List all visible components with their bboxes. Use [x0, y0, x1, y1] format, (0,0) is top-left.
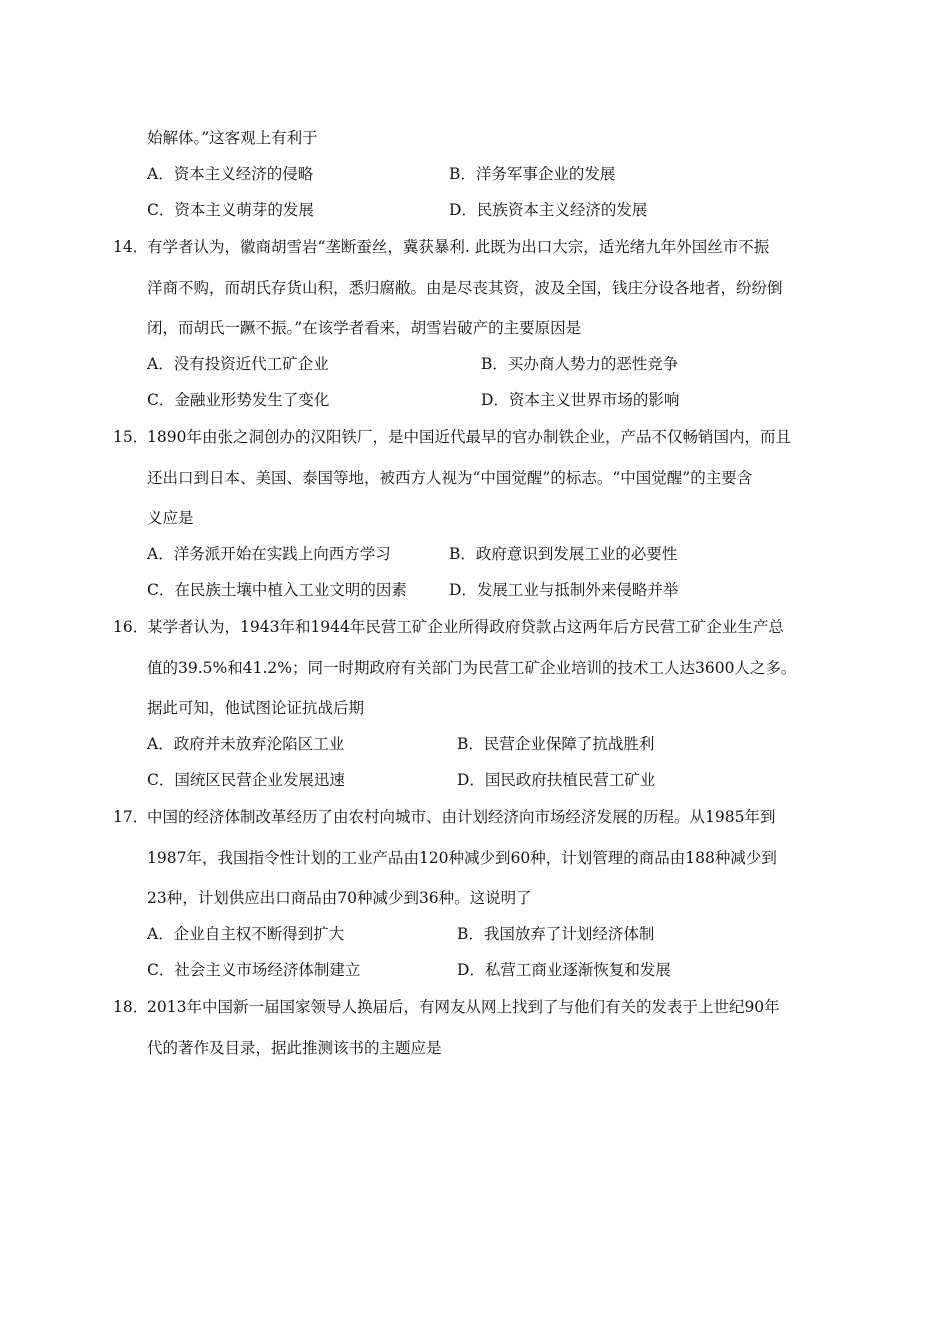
q17-option-c: C．社会主义市场经济体制建立: [147, 961, 361, 979]
q16-stem-line-2: 值的39.5%和41.2%；同一时期政府有关部门为民营工矿企业培训的技术工人达3600人之多。: [147, 659, 797, 677]
q15-option-b: B．政府意识到发展工业的必要性: [449, 545, 678, 563]
q14-option-a: A．没有投资近代工矿企业: [147, 355, 329, 373]
q13-option-c: C．资本主义萌芽的发展: [147, 201, 314, 219]
q16-stem-line-1: 某学者认为，1943年和1944年民营工矿企业所得政府贷款占这两年后方民营工矿企业生产总: [147, 618, 784, 636]
q18-number: 18．: [113, 998, 149, 1016]
q14-option-d: D．资本主义世界市场的影响: [481, 391, 680, 409]
q13-stem-tail: 始解体。”这客观上有利于: [147, 129, 318, 147]
q17-stem-line-1: 中国的经济体制改革经历了由农村向城市、由计划经济向市场经济发展的历程。从1985年到: [147, 808, 776, 826]
q16-number: 16．: [113, 618, 149, 636]
q17-option-d: D．私营工商业逐渐恢复和发展: [457, 961, 671, 979]
q13-option-b: B．洋务军事企业的发展: [449, 165, 616, 183]
q16-option-b: B．民营企业保障了抗战胜利: [457, 735, 655, 753]
q13-option-a: A．资本主义经济的侵略: [147, 165, 314, 183]
q17-option-a: A．企业自主权不断得到扩大: [147, 925, 345, 943]
q14-stem-line-3: 闭，而胡氏一蹶不振。”在该学者看来，胡雪岩破产的主要原因是: [147, 319, 582, 337]
q18-stem-line-2: 代的著作及目录，据此推测该书的主题应是: [147, 1039, 442, 1057]
q15-option-a: A．洋务派开始在实践上向西方学习: [147, 545, 391, 563]
q16-stem-line-3: 据此可知，他试图论证抗战后期: [147, 699, 365, 717]
q15-stem-line-3: 义应是: [147, 509, 194, 527]
q15-stem-line-1: 1890年由张之洞创办的汉阳铁厂，是中国近代最早的官办制铁企业，产品不仅畅销国内，而且: [147, 428, 791, 446]
q14-stem-line-2: 洋商不购，而胡氏存货山积，悉归腐敝。由是尽丧其资，波及全国，钱庄分设各地者，纷纷倒: [147, 279, 783, 297]
q16-option-c: C．国统区民营企业发展迅速: [147, 771, 345, 789]
q17-stem-line-2: 1987年，我国指令性计划的工业产品由120种减少到60种，计划管理的商品由188种减少到: [147, 849, 777, 867]
q14-option-c: C．金融业形势发生了变化: [147, 391, 330, 409]
q15-number: 15．: [113, 428, 149, 446]
q16-option-a: A．政府并未放弃沦陷区工业: [147, 735, 345, 753]
q15-stem-line-2: 还出口到日本、美国、泰国等地，被西方人视为“中国觉醒”的标志。“中国觉醒”的主要含: [147, 469, 753, 487]
q14-stem-line-1: 有学者认为，徽商胡雪岩“垄断蚕丝，冀获暴利. 此既为出口大宗，适光绪九年外国丝市不振: [147, 238, 770, 256]
q14-option-b: B．买办商人势力的恶性竞争: [481, 355, 679, 373]
q17-number: 17．: [113, 808, 149, 826]
q17-stem-line-3: 23种，计划供应出口商品由70种减少到36种。这说明了: [147, 889, 532, 907]
q18-stem-line-1: 2013年中国新一届国家领导人换届后，有网友从网上找到了与他们有关的发表于上世纪90年: [147, 998, 780, 1016]
q14-number: 14．: [113, 238, 149, 256]
q16-option-d: D．国民政府扶植民营工矿业: [457, 771, 656, 789]
q15-option-d: D．发展工业与抵制外来侵略并举: [449, 581, 679, 599]
q17-option-b: B．我国放弃了计划经济体制: [457, 925, 655, 943]
q13-option-d: D．民族资本主义经济的发展: [449, 201, 648, 219]
q15-option-c: C．在民族土壤中植入工业文明的因素: [147, 581, 407, 599]
